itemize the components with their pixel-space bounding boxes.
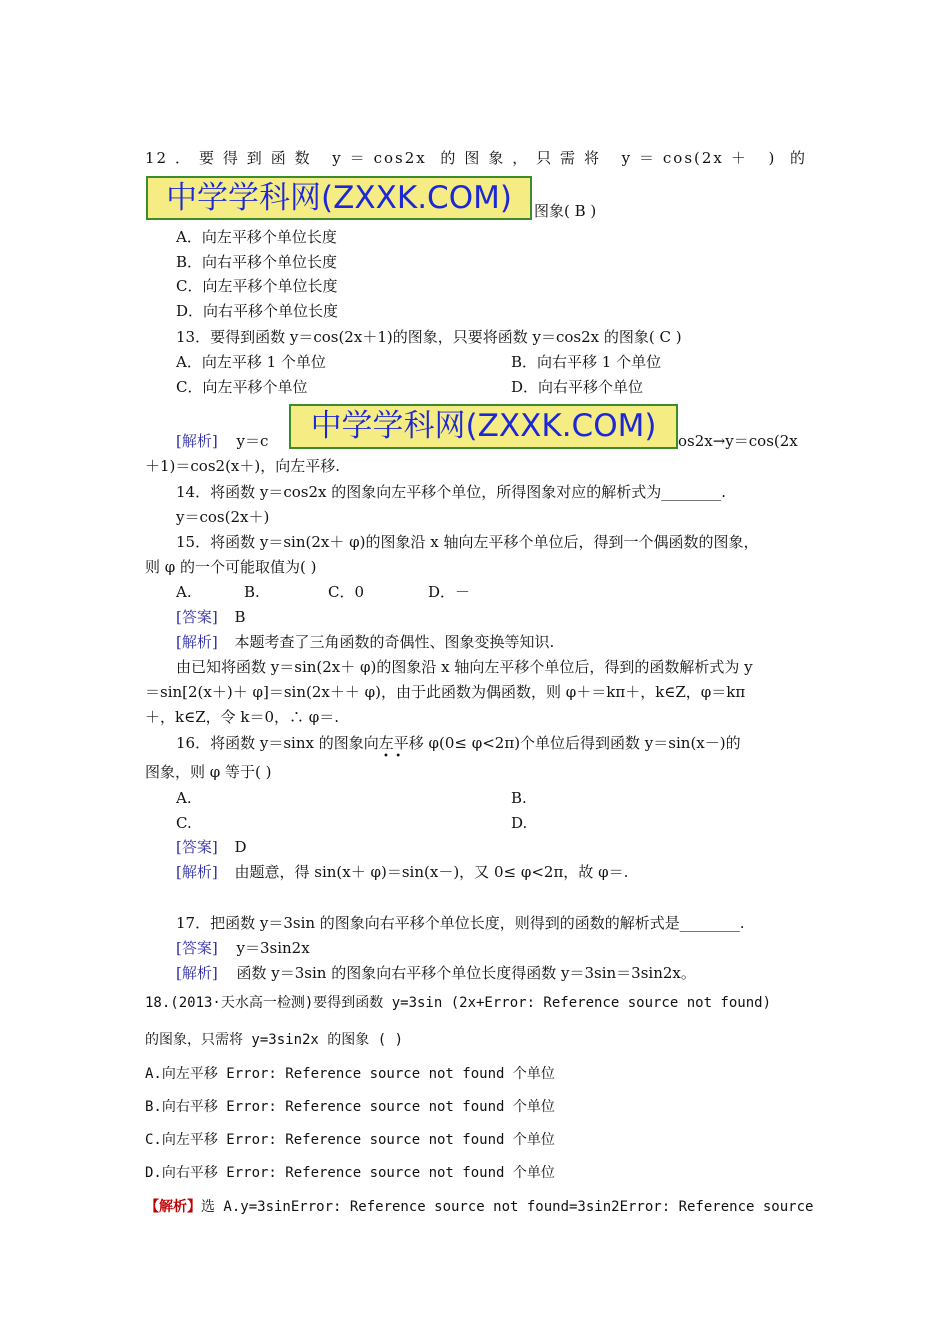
- q18-option-c: C.向左平移 Error: Reference source not found 个单位: [145, 1132, 555, 1148]
- analysis-tag-red: 【解析】: [145, 1199, 201, 1215]
- q16-option-c: C.: [176, 814, 192, 832]
- q18-analysis: 【解析】选 A.y=3sinError: Reference source not found=3sin2Error: Reference source: [145, 1199, 814, 1215]
- q13-stem: 13．要得到函数 y＝cos(2x＋1)的图象，只要将函数 y＝cos2x 的图象( C ): [176, 328, 682, 346]
- q16-option-d: D.: [511, 814, 528, 832]
- answer-tag: [答案]: [176, 608, 218, 626]
- analysis-tag: [解析]: [176, 964, 218, 982]
- q15-analysis: [解析] 本题考查了三角函数的奇偶性、图象变换等知识.: [176, 633, 555, 651]
- q13-option-a: A．向左平移 1 个单位: [176, 353, 326, 371]
- q15-option-c: C．0: [328, 583, 365, 601]
- q17-analysis: [解析] 函数 y＝3sin 的图象向右平移个单位长度得函数 y＝3sin＝3sin2x。: [176, 964, 696, 982]
- q15-option-a: A.: [176, 583, 192, 601]
- analysis-tag: [解析]: [176, 633, 218, 651]
- q13-option-c: C．向左平移个单位: [176, 378, 308, 396]
- q16-analysis: [解析] 由题意，得 sin(x＋ φ)＝sin(x－)，又 0≤ φ<2π，故 φ＝.: [176, 863, 629, 881]
- q15-stem-line1: 15．将函数 y＝sin(2x＋ φ)的图象沿 x 轴向左平移个单位后，得到一个偶函数的图象，: [176, 533, 759, 551]
- analysis-tag: [解析]: [176, 432, 218, 450]
- q15-detail-line3: ＋，k∈Z，令 k＝0，∴ φ＝.: [145, 708, 340, 726]
- q18-option-a: A.向左平移 Error: Reference source not found 个单位: [145, 1066, 555, 1082]
- q13-option-b: B．向右平移 1 个单位: [511, 353, 662, 371]
- q18-stem-line2: 的图象，只需将 y=3sin2x 的图象 ( ): [145, 1032, 404, 1048]
- q13-option-d: D．向右平移个单位: [511, 378, 644, 396]
- q16-stem-line1: 16．将函数 y＝sinx 的图象向左平移 φ(0≤ φ<2π)个单位后得到函数 y＝sin(x－)的: [176, 734, 741, 752]
- q15-stem-line2: 则 φ 的一个可能取值为( ): [145, 558, 317, 576]
- q18-option-d: D.向右平移 Error: Reference source not found 个单位: [145, 1165, 555, 1181]
- q15-answer: [答案] B: [176, 608, 246, 626]
- q13-analysis: [解析] y＝c: [176, 432, 269, 450]
- q15-detail-line1: 由已知将函数 y＝sin(2x＋ φ)的图象沿 x 轴向左平移个单位后，得到的函数解析式为 y: [176, 658, 753, 676]
- analysis-tag: [解析]: [176, 863, 218, 881]
- q15-option-d: D．－: [428, 583, 471, 601]
- q18-stem-line1: 18.(2013·天水高一检测)要得到函数 y=3sin (2x+Error: Reference source not found): [145, 995, 772, 1011]
- answer-tag: [答案]: [176, 939, 218, 957]
- q15-option-b: B.: [244, 583, 260, 601]
- zxxk-logo-2: 中学学科网(ZXXK.COM): [289, 404, 678, 449]
- q14-answer: y＝cos(2x＋): [176, 508, 270, 526]
- answer-tag: [答案]: [176, 838, 218, 856]
- q15-detail-line2: ＝sin[2(x＋)＋ φ]＝sin(2x＋＋ φ)，由于此函数为偶函数，则 φ＋＝kπ＋，k∈Z，φ＝kπ: [145, 683, 746, 701]
- q12-option-a: A．向左平移个单位长度: [176, 228, 337, 246]
- q13-analysis-right: os2x→y＝cos(2x: [678, 432, 798, 450]
- q17-stem: 17．把函数 y＝3sin 的图象向右平移个单位长度，则得到的函数的解析式是________.: [176, 914, 745, 932]
- q16-stem-line2: 图象，则 φ 等于( ): [145, 763, 272, 781]
- q12-option-d: D．向右平移个单位长度: [176, 302, 339, 320]
- q16-option-a: A.: [176, 789, 192, 807]
- q16-answer: [答案] D: [176, 838, 247, 856]
- q12-line1: 12．要得到函数 y＝cos2x 的图象，只需将 y＝cos(2x＋ ) 的: [145, 149, 807, 167]
- emphasis-dots: • •: [383, 751, 402, 762]
- q12-line2: 图象( B ): [534, 202, 597, 220]
- q18-option-b: B.向右平移 Error: Reference source not found 个单位: [145, 1099, 555, 1115]
- q14-stem: 14．将函数 y＝cos2x 的图象向左平移个单位，所得图象对应的解析式为________.: [176, 483, 727, 501]
- q16-option-b: B.: [511, 789, 527, 807]
- q13-analysis-line2: ＋1)＝cos2(x＋)，向左平移.: [145, 457, 341, 475]
- q17-answer: [答案] y＝3sin2x: [176, 939, 310, 957]
- zxxk-logo: 中学学科网(ZXXK.COM): [146, 176, 532, 220]
- q12-option-b: B．向右平移个单位长度: [176, 253, 338, 271]
- q12-option-c: C．向左平移个单位长度: [176, 277, 338, 295]
